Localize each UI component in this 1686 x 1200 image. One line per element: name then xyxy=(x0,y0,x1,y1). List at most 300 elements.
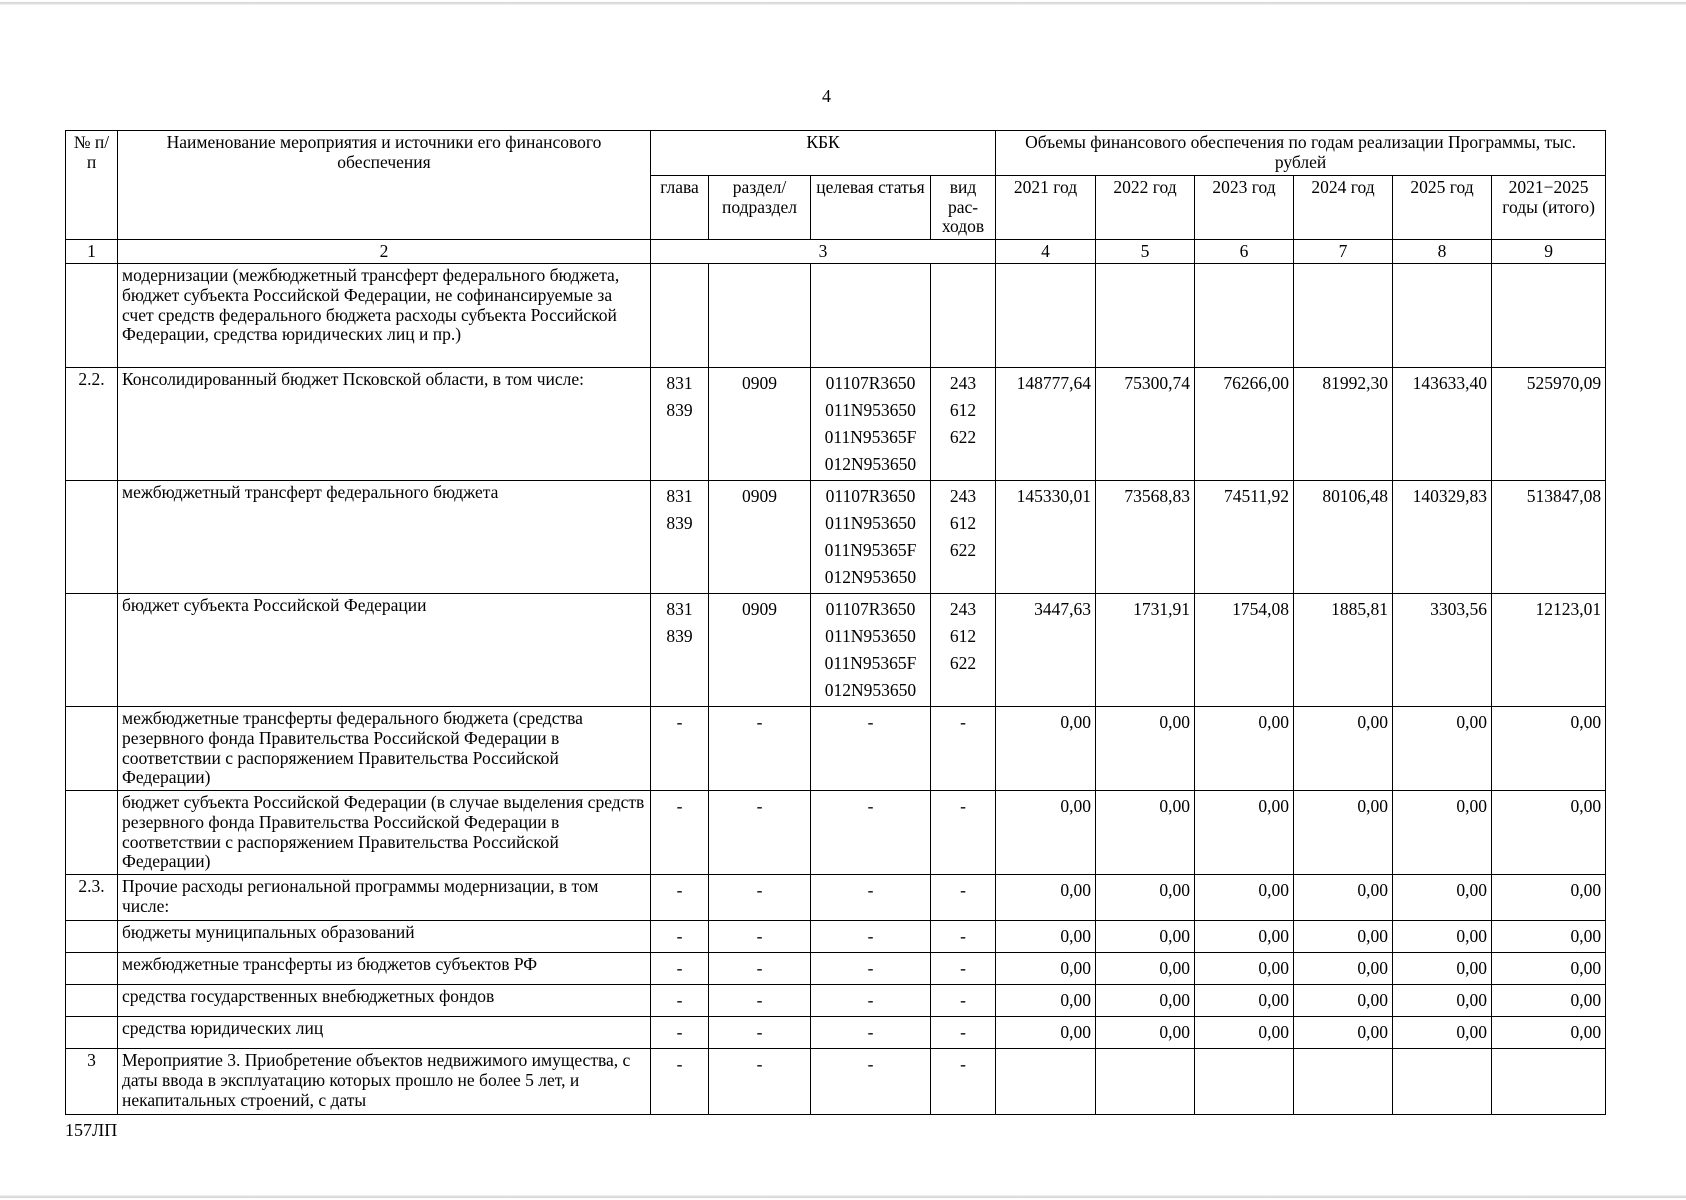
value-cell xyxy=(1294,791,1393,875)
value-cell xyxy=(996,594,1096,707)
value: 0,00 xyxy=(1159,712,1191,733)
value-cell xyxy=(1096,985,1195,1017)
value: 0,00 xyxy=(1570,712,1602,733)
kbk-vid: 612 xyxy=(949,513,977,534)
value-cell xyxy=(996,791,1096,875)
kbk-celevaya: 011N95365F xyxy=(824,427,917,448)
value-cell xyxy=(1492,1049,1606,1115)
kbk-glava-cell xyxy=(651,1049,709,1115)
value: 1754,08 xyxy=(1232,599,1290,620)
value: 12123,01 xyxy=(1535,599,1602,620)
value-cell xyxy=(996,481,1096,594)
value-cell xyxy=(1294,707,1393,791)
value-cell xyxy=(1393,594,1492,707)
kbk-celevaya-cell xyxy=(811,707,931,791)
value: 0,00 xyxy=(1570,796,1602,817)
value: 0,00 xyxy=(1060,958,1092,979)
kbk-vid-cell xyxy=(931,1049,996,1115)
value-cell xyxy=(1096,1049,1195,1115)
value: 73568,83 xyxy=(1124,486,1191,507)
kbk-glava-cell xyxy=(651,594,709,707)
value: 3303,56 xyxy=(1430,599,1488,620)
row-name: Мероприятие 3. Приобретение объектов недвижимого имущества, с даты ввода в эксплуатацию которых прошло не более 5 лет, и некапитальных строений, с даты xyxy=(118,1049,651,1115)
value-cell xyxy=(1393,985,1492,1017)
kbk-glava: - xyxy=(676,990,683,1011)
value-cell xyxy=(1195,953,1294,985)
value: 143633,40 xyxy=(1412,373,1488,394)
kbk-celevaya-cell xyxy=(811,791,931,875)
kbk-celevaya: 012N953650 xyxy=(824,567,917,588)
value-cell xyxy=(996,1017,1096,1049)
kbk-glava: 839 xyxy=(666,513,693,534)
value-cell xyxy=(1393,875,1492,921)
value: 0,00 xyxy=(1159,796,1191,817)
value: 0,00 xyxy=(1357,880,1389,901)
value: 0,00 xyxy=(1060,880,1092,901)
footer-document-code: 157ЛП xyxy=(65,1120,118,1140)
row-number xyxy=(66,707,118,791)
value: 0,00 xyxy=(1159,990,1191,1011)
kbk-razdel-cell xyxy=(709,985,811,1017)
kbk-vid-cell xyxy=(931,264,996,368)
kbk-razdel-cell xyxy=(709,875,811,921)
table-row xyxy=(66,481,1606,594)
header-vid: вид рас-ходов xyxy=(931,176,996,240)
table-row xyxy=(66,921,1606,953)
row-number xyxy=(66,264,118,368)
value-cell xyxy=(1294,264,1393,368)
kbk-celevaya-cell xyxy=(811,594,931,707)
value-cell xyxy=(1393,953,1492,985)
value: 0,00 xyxy=(1258,990,1290,1011)
kbk-celevaya: 011N95365F xyxy=(824,653,917,674)
row-number xyxy=(66,953,118,985)
kbk-razdel-cell xyxy=(709,953,811,985)
col-number: 1 xyxy=(66,239,118,264)
value-cell xyxy=(996,264,1096,368)
kbk-glava: 839 xyxy=(666,400,693,421)
value-cell xyxy=(1096,264,1195,368)
kbk-celevaya: - xyxy=(867,990,874,1011)
value-cell xyxy=(1393,921,1492,953)
row-number xyxy=(66,921,118,953)
kbk-razdel: 0909 xyxy=(742,373,777,394)
kbk-celevaya-cell xyxy=(811,481,931,594)
value: 513847,08 xyxy=(1526,486,1602,507)
column-number-row xyxy=(66,239,1606,264)
value: 0,00 xyxy=(1456,1022,1488,1043)
value-cell xyxy=(996,707,1096,791)
kbk-razdel-cell xyxy=(709,481,811,594)
value-cell xyxy=(1294,1017,1393,1049)
col-number: 5 xyxy=(1096,239,1195,264)
kbk-razdel: - xyxy=(756,958,763,979)
value: 0,00 xyxy=(1258,712,1290,733)
value-cell xyxy=(1294,594,1393,707)
kbk-glava: 831 xyxy=(666,373,693,394)
kbk-vid: - xyxy=(960,1054,966,1075)
kbk-celevaya-cell xyxy=(811,1017,931,1049)
header-name: Наименование мероприятия и источники его финансового обеспечения xyxy=(118,131,651,240)
value: 0,00 xyxy=(1570,1022,1602,1043)
header-row-1 xyxy=(66,131,1606,176)
kbk-glava-cell xyxy=(651,368,709,481)
kbk-razdel: 0909 xyxy=(742,486,777,507)
kbk-vid: - xyxy=(960,712,966,733)
kbk-celevaya: 011N95365F xyxy=(824,540,917,561)
kbk-vid: 622 xyxy=(949,653,977,674)
value-cell xyxy=(996,1049,1096,1115)
kbk-razdel: 0909 xyxy=(742,599,777,620)
row-number xyxy=(66,481,118,594)
kbk-celevaya: 011N953650 xyxy=(825,626,916,647)
value-cell xyxy=(1195,594,1294,707)
header-year-2023: 2023 год xyxy=(1195,176,1294,240)
kbk-glava-cell xyxy=(651,953,709,985)
value: 0,00 xyxy=(1060,712,1092,733)
value: 0,00 xyxy=(1456,958,1488,979)
value-cell xyxy=(1096,875,1195,921)
col-number: 6 xyxy=(1195,239,1294,264)
kbk-glava-cell xyxy=(651,875,709,921)
value-cell xyxy=(1492,953,1606,985)
header-year-2022: 2022 год xyxy=(1096,176,1195,240)
kbk-vid-cell xyxy=(931,953,996,985)
kbk-celevaya: 012N953650 xyxy=(824,454,917,475)
kbk-glava: - xyxy=(676,1022,683,1043)
kbk-celevaya: 01107R3650 xyxy=(825,486,916,507)
kbk-celevaya: - xyxy=(867,1022,874,1043)
row-number: 2.2. xyxy=(66,368,118,481)
value-cell xyxy=(1195,264,1294,368)
value-cell xyxy=(996,953,1096,985)
value: 0,00 xyxy=(1357,990,1389,1011)
value-cell xyxy=(1492,481,1606,594)
value: 0,00 xyxy=(1159,1022,1191,1043)
value: 3447,63 xyxy=(1034,599,1092,620)
value: 0,00 xyxy=(1060,1022,1092,1043)
kbk-glava: - xyxy=(676,712,683,733)
value-cell xyxy=(1096,368,1195,481)
kbk-razdel: - xyxy=(756,1054,763,1075)
value: 140329,83 xyxy=(1412,486,1488,507)
row-number: 3 xyxy=(66,1049,118,1115)
value-cell xyxy=(1096,481,1195,594)
value-cell xyxy=(1393,264,1492,368)
col-number: 8 xyxy=(1393,239,1492,264)
kbk-glava: - xyxy=(676,880,683,901)
value-cell xyxy=(1294,985,1393,1017)
value: 0,00 xyxy=(1570,880,1602,901)
table-row xyxy=(66,1049,1606,1115)
kbk-vid-cell xyxy=(931,1017,996,1049)
value-cell xyxy=(996,985,1096,1017)
kbk-celevaya-cell xyxy=(811,368,931,481)
row-name: межбюджетный трансферт федерального бюджета xyxy=(118,481,651,594)
kbk-vid-cell xyxy=(931,985,996,1017)
value-cell xyxy=(1195,1049,1294,1115)
header-kbk: КБК xyxy=(651,131,996,176)
kbk-celevaya: 01107R3650 xyxy=(825,373,916,394)
value: 0,00 xyxy=(1060,990,1092,1011)
kbk-glava-cell xyxy=(651,264,709,368)
value-cell xyxy=(1393,707,1492,791)
kbk-vid: 612 xyxy=(949,400,977,421)
kbk-razdel-cell xyxy=(709,921,811,953)
value: 0,00 xyxy=(1258,958,1290,979)
kbk-celevaya: 011N953650 xyxy=(825,400,916,421)
row-number xyxy=(66,1017,118,1049)
kbk-celevaya: 01107R3650 xyxy=(825,599,916,620)
kbk-glava-cell xyxy=(651,707,709,791)
kbk-vid-cell xyxy=(931,921,996,953)
value-cell xyxy=(1294,481,1393,594)
value-cell xyxy=(1195,707,1294,791)
kbk-vid: - xyxy=(960,1022,966,1043)
value: 0,00 xyxy=(1570,958,1602,979)
kbk-vid: 622 xyxy=(949,540,977,561)
kbk-celevaya: 011N953650 xyxy=(825,513,916,534)
kbk-celevaya: - xyxy=(867,926,874,947)
value: 0,00 xyxy=(1357,712,1389,733)
kbk-celevaya-cell xyxy=(811,264,931,368)
value-cell xyxy=(996,875,1096,921)
kbk-razdel-cell xyxy=(709,1049,811,1115)
value-cell xyxy=(996,368,1096,481)
kbk-vid: 612 xyxy=(949,626,977,647)
value-cell xyxy=(996,921,1096,953)
value-cell xyxy=(1393,368,1492,481)
table-row xyxy=(66,875,1606,921)
row-name: средства юридических лиц xyxy=(118,1017,651,1049)
kbk-vid-cell xyxy=(931,707,996,791)
row-name: средства государственных внебюджетных фондов xyxy=(118,985,651,1017)
value: 0,00 xyxy=(1159,926,1191,947)
kbk-celevaya: - xyxy=(867,1054,874,1075)
value-cell xyxy=(1492,921,1606,953)
value: 1885,81 xyxy=(1331,599,1389,620)
value-cell xyxy=(1294,921,1393,953)
value-cell xyxy=(1195,791,1294,875)
table-row xyxy=(66,791,1606,875)
value-cell xyxy=(1492,985,1606,1017)
col-number: 3 xyxy=(651,239,996,264)
value: 75300,74 xyxy=(1124,373,1191,394)
kbk-celevaya: - xyxy=(867,958,874,979)
value: 0,00 xyxy=(1159,958,1191,979)
value-cell xyxy=(1195,985,1294,1017)
col-number: 9 xyxy=(1492,239,1606,264)
row-number xyxy=(66,791,118,875)
header-year-total: 2021−2025 годы (итого) xyxy=(1492,176,1606,240)
kbk-vid-cell xyxy=(931,368,996,481)
kbk-razdel: - xyxy=(756,926,763,947)
row-number: 2.3. xyxy=(66,875,118,921)
table-row xyxy=(66,707,1606,791)
scan-edge-bottom xyxy=(0,1195,1686,1198)
value-cell xyxy=(1492,1017,1606,1049)
row-name: Консолидированный бюджет Псковской области, в том числе: xyxy=(118,368,651,481)
value: 0,00 xyxy=(1357,926,1389,947)
value: 74511,92 xyxy=(1224,486,1290,507)
value-cell xyxy=(1492,594,1606,707)
value: 525970,09 xyxy=(1526,373,1602,394)
value-cell xyxy=(1294,875,1393,921)
value-cell xyxy=(1195,921,1294,953)
kbk-vid-cell xyxy=(931,594,996,707)
value-cell xyxy=(1294,368,1393,481)
value: 0,00 xyxy=(1357,796,1389,817)
value-cell xyxy=(1492,707,1606,791)
kbk-vid-cell xyxy=(931,481,996,594)
kbk-glava: 839 xyxy=(666,626,693,647)
kbk-vid: - xyxy=(960,796,966,817)
value: 0,00 xyxy=(1570,990,1602,1011)
kbk-vid: 622 xyxy=(949,427,977,448)
value: 80106,48 xyxy=(1322,486,1389,507)
value-cell xyxy=(1294,1049,1393,1115)
value-cell xyxy=(1393,1049,1492,1115)
kbk-glava-cell xyxy=(651,921,709,953)
kbk-celevaya-cell xyxy=(811,953,931,985)
header-year-2025: 2025 год xyxy=(1393,176,1492,240)
value: 81992,30 xyxy=(1322,373,1389,394)
value: 0,00 xyxy=(1258,926,1290,947)
value: 0,00 xyxy=(1258,796,1290,817)
header-year-2021: 2021 год xyxy=(996,176,1096,240)
kbk-razdel-cell xyxy=(709,1017,811,1049)
row-number xyxy=(66,594,118,707)
kbk-glava-cell xyxy=(651,791,709,875)
value: 0,00 xyxy=(1456,990,1488,1011)
kbk-glava: - xyxy=(676,796,683,817)
value-cell xyxy=(1195,481,1294,594)
row-name: межбюджетные трансферты федерального бюджета (средства резервного фонда Правительства Российской Федерации в соответствии с распоряжением Правительства Российской Федерации) xyxy=(118,707,651,791)
value-cell xyxy=(1492,791,1606,875)
kbk-celevaya-cell xyxy=(811,1049,931,1115)
value-cell xyxy=(1492,875,1606,921)
col-number: 7 xyxy=(1294,239,1393,264)
header-volumes: Объемы финансового обеспечения по годам реализации Программы, тыс. рублей xyxy=(996,131,1606,176)
kbk-glava: 831 xyxy=(666,599,693,620)
value-cell xyxy=(1096,921,1195,953)
row-number xyxy=(66,985,118,1017)
row-name: Прочие расходы региональной программы модернизации, в том числе: xyxy=(118,875,651,921)
value-cell xyxy=(1393,481,1492,594)
value: 0,00 xyxy=(1357,1022,1389,1043)
kbk-glava: - xyxy=(676,1054,683,1075)
value-cell xyxy=(1492,264,1606,368)
value-cell xyxy=(1294,953,1393,985)
value-cell xyxy=(1492,368,1606,481)
value: 0,00 xyxy=(1258,880,1290,901)
kbk-vid: - xyxy=(960,958,966,979)
value-cell xyxy=(1096,1017,1195,1049)
row-name: бюджет субъекта Российской Федерации xyxy=(118,594,651,707)
kbk-vid: - xyxy=(960,880,966,901)
kbk-celevaya: - xyxy=(867,712,874,733)
table-row xyxy=(66,594,1606,707)
value: 0,00 xyxy=(1060,926,1092,947)
row-name: межбюджетные трансферты из бюджетов субъектов РФ xyxy=(118,953,651,985)
value-cell xyxy=(1393,1017,1492,1049)
page-number: 4 xyxy=(822,86,831,106)
kbk-razdel: - xyxy=(756,880,763,901)
kbk-celevaya-cell xyxy=(811,921,931,953)
kbk-razdel: - xyxy=(756,990,763,1011)
col-number: 2 xyxy=(118,239,651,264)
value: 0,00 xyxy=(1060,796,1092,817)
value-cell xyxy=(1096,953,1195,985)
value: 0,00 xyxy=(1159,880,1191,901)
financing-table xyxy=(65,130,1606,1115)
kbk-glava: - xyxy=(676,958,683,979)
kbk-razdel-cell xyxy=(709,264,811,368)
value-cell xyxy=(1195,875,1294,921)
kbk-razdel-cell xyxy=(709,707,811,791)
table-row xyxy=(66,368,1606,481)
row-name: бюджет субъекта Российской Федерации (в случае выделения средств резервного фонда Правительства Российской Федерации в соответствии с распоряжением Правительства Российской Федерации) xyxy=(118,791,651,875)
header-year-2024: 2024 год xyxy=(1294,176,1393,240)
kbk-glava: - xyxy=(676,926,683,947)
kbk-razdel: - xyxy=(756,796,763,817)
kbk-celevaya: 012N953650 xyxy=(824,680,917,701)
row-name: бюджеты муниципальных образований xyxy=(118,921,651,953)
header-glava: глава xyxy=(651,176,709,240)
kbk-glava-cell xyxy=(651,1017,709,1049)
kbk-celevaya-cell xyxy=(811,985,931,1017)
kbk-glava-cell xyxy=(651,985,709,1017)
value-cell xyxy=(1096,707,1195,791)
value: 145330,01 xyxy=(1016,486,1092,507)
kbk-razdel: - xyxy=(756,1022,763,1043)
header-razdel: раздел/ подраздел xyxy=(709,176,811,240)
table-row xyxy=(66,1017,1606,1049)
kbk-vid: 243 xyxy=(949,486,977,507)
kbk-razdel-cell xyxy=(709,368,811,481)
kbk-razdel-cell xyxy=(709,594,811,707)
row-name: модернизации (межбюджетный трансферт федерального бюджета, бюджет субъекта Российской Федерации, не софинансируемые за счет средств федерального бюджета расходы субъекта Российской Федерации, средства юридических лиц и пр.) xyxy=(118,264,651,368)
value-cell xyxy=(1195,1017,1294,1049)
value: 0,00 xyxy=(1570,926,1602,947)
col-number: 4 xyxy=(996,239,1096,264)
value-cell xyxy=(1096,594,1195,707)
kbk-vid-cell xyxy=(931,791,996,875)
kbk-celevaya-cell xyxy=(811,875,931,921)
value: 0,00 xyxy=(1357,958,1389,979)
kbk-celevaya: - xyxy=(867,796,874,817)
table-row xyxy=(66,264,1606,368)
kbk-glava-cell xyxy=(651,481,709,594)
kbk-razdel-cell xyxy=(709,791,811,875)
kbk-vid-cell xyxy=(931,875,996,921)
value: 0,00 xyxy=(1456,926,1488,947)
kbk-vid: 243 xyxy=(949,373,977,394)
kbk-celevaya: - xyxy=(867,880,874,901)
value: 148777,64 xyxy=(1016,373,1092,394)
value-cell xyxy=(1195,368,1294,481)
kbk-glava: 831 xyxy=(666,486,693,507)
kbk-vid: 243 xyxy=(949,599,977,620)
value: 0,00 xyxy=(1456,712,1488,733)
value: 0,00 xyxy=(1456,796,1488,817)
value-cell xyxy=(1096,791,1195,875)
scan-edge-top xyxy=(0,2,1686,5)
table-row xyxy=(66,985,1606,1017)
value: 0,00 xyxy=(1258,1022,1290,1043)
value-cell xyxy=(1393,791,1492,875)
kbk-vid: - xyxy=(960,990,966,1011)
